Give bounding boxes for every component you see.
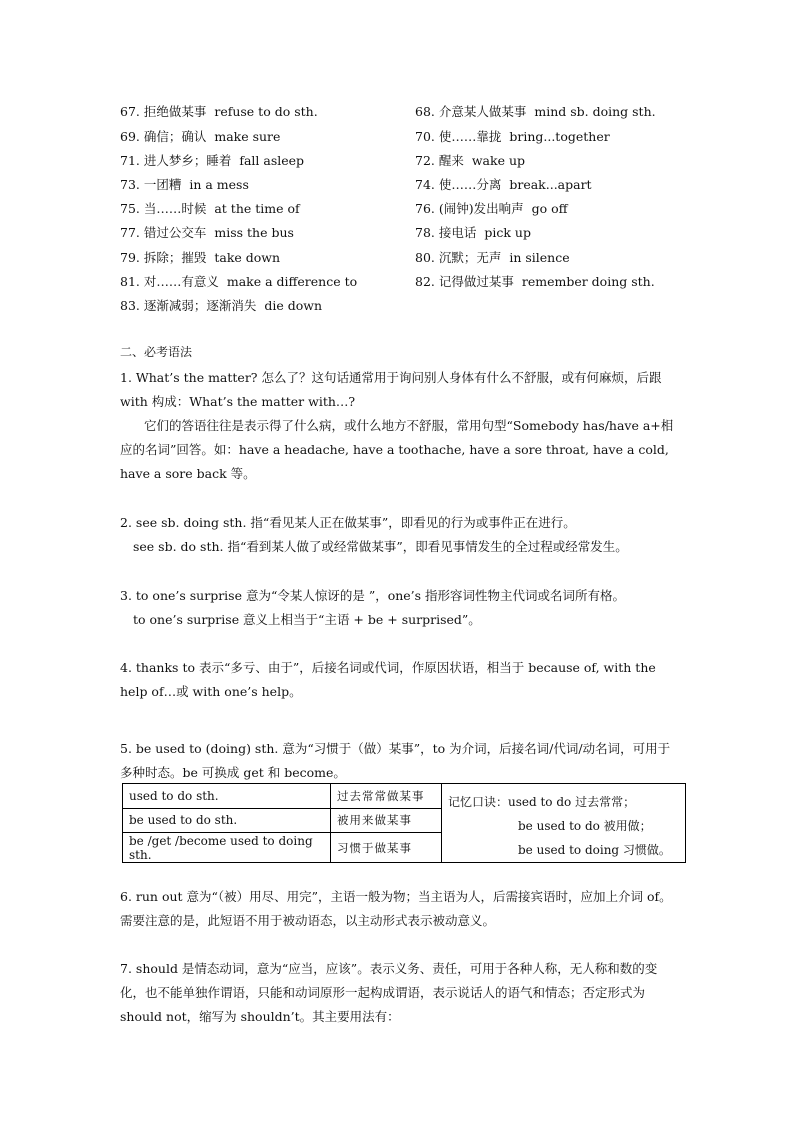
phrase-item: 67. 拒绝做某事 refuse to do sth. xyxy=(120,104,318,119)
phrase-item: 83. 逐渐减弱；逐渐消失 die down xyxy=(120,298,322,313)
phrase-item: 73. 一团糟 in a mess xyxy=(120,177,249,192)
memory-line: be used to doing 习惯做。 xyxy=(518,843,671,857)
phrase-item: 71. 进人梦乡；睡着 fall asleep xyxy=(120,153,305,168)
phrase-item: 77. 错过公交车 miss the bus xyxy=(120,225,294,240)
phrase-item: 76. (闹钟)发出响声 go off xyxy=(415,201,568,216)
grammar-point-3: 3. to one’s surprise 意为“令某人惊讶的是 ”，one’s 指形容词性物主代词或名词所有格。 xyxy=(120,588,626,603)
phrase-item: 78. 接电话 pick up xyxy=(415,225,531,240)
table-cell: be /get /become used to doing sth. xyxy=(123,833,331,863)
phrase-item: 80. 沉默；无声 in silence xyxy=(415,250,570,265)
phrase-item: 68. 介意某人做某事 mind sb. doing sth. xyxy=(415,104,656,119)
memory-line: 记忆口诀：used to do 过去常常； xyxy=(448,795,636,809)
phrase-item: 70. 使……靠拢 bring...together xyxy=(415,129,610,144)
grammar-point-2: 2. see sb. doing sth. 指“看见某人正在做某事”，即看见的行为或事件正在进行。 xyxy=(120,515,576,530)
grammar-point-6: 6. run out 意为“（被）用尽、用完”，主语一般为物；当主语为人，后需接宾语时，应加上介词 of。需要注意的是，此短语不用于被动语态，以主动形式表示被动意义。 xyxy=(120,889,672,928)
phrase-item: 75. 当……时候 at the time of xyxy=(120,201,300,216)
phrase-item: 72. 醒来 wake up xyxy=(415,153,525,168)
table-cell: used to do sth. xyxy=(123,784,331,809)
grammar-point-1-answer: 它们的答语往往是表示得了什么病，或什么地方不舒服，常用句型“Somebody has/have a+相应的名词”回答。如：have a headache, have a toothache, have a sore throat, have a cold, have a sore back 等。 xyxy=(120,418,674,481)
memory-tip xyxy=(442,784,686,863)
table-cell: be used to do sth. xyxy=(123,808,331,833)
section-title: 二、必考语法 xyxy=(120,345,193,359)
used-to-comparison-table xyxy=(122,783,686,863)
phrase-item: 69. 确信；确认 make sure xyxy=(120,129,281,144)
grammar-point-5: 5. be used to (doing) sth. 意为“习惯于（做）某事”，to 为介词，后接名词/代词/动名词，可用于多种时态。be 可换成 get 和 become。 xyxy=(120,741,671,780)
phrase-item: 79. 拆除；摧毁 take down xyxy=(120,250,281,265)
grammar-point-2-contrast: see sb. do sth. 指“看到某人做了或经常做某事”，即看见事情发生的全过程或经常发生。 xyxy=(133,539,628,554)
memory-line: be used to do 被用做； xyxy=(518,819,652,833)
table-cell: 过去常常做某事 xyxy=(331,784,442,809)
grammar-point-7: 7. should 是情态动词，意为“应当，应该”。表示义务、责任，可用于各种人称，无人称和数的变化，也不能单独作谓语，只能和动词原形一起构成谓语，表示说话人的语气和情态；否定形式为 should not，缩写为 shouldn’t。其主要用法有： xyxy=(120,961,658,1024)
grammar-point-3-equivalent: to one’s surprise 意义上相当于“主语 + be + surprised”。 xyxy=(133,612,481,627)
table-cell: 被用来做某事 xyxy=(331,808,442,833)
grammar-point-4: 4. thanks to 表示“多亏、由于”，后接名词或代词，作原因状语，相当于 because of, with the help of…或 with one’s help。 xyxy=(120,660,656,699)
phrase-item: 82. 记得做过某事 remember doing sth. xyxy=(415,274,655,289)
table-cell: 习惯于做某事 xyxy=(331,833,442,863)
grammar-point-1: 1. What’s the matter? 怎么了？这句话通常用于询问别人身体有什么不舒服，或有何麻烦，后跟 with 构成：What’s the matter with…? xyxy=(120,370,662,409)
phrase-item: 74. 使……分离 break...apart xyxy=(415,177,592,192)
phrase-item: 81. 对……有意义 make a difference to xyxy=(120,274,358,289)
table-row xyxy=(123,784,686,809)
